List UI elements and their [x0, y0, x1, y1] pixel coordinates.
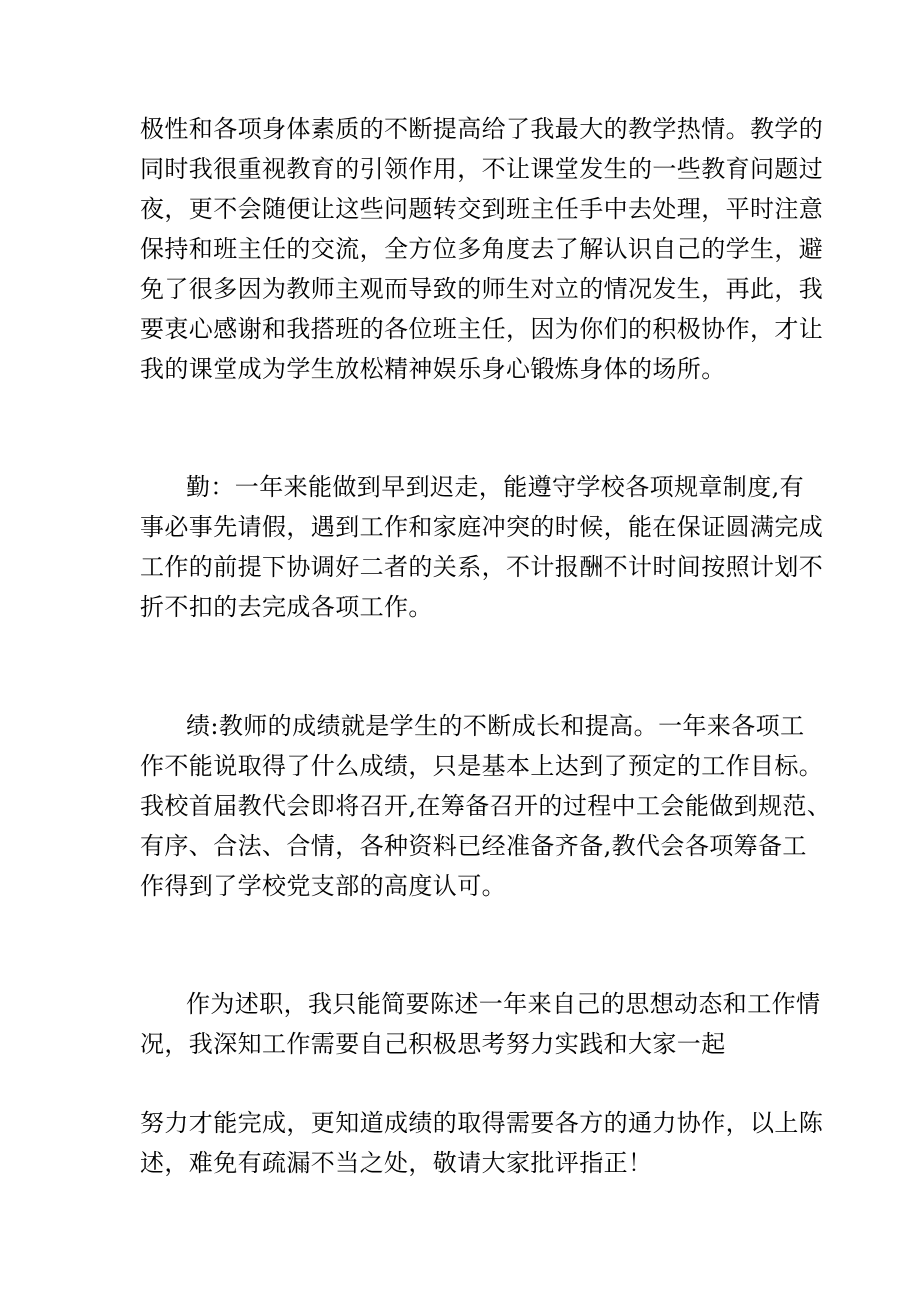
- text-line: 同时我很重视教育的引领作用，不让课堂发生的一些教育问题过: [140, 155, 824, 183]
- paragraph-start-line: 勤：一年来能做到早到迟走，能遵守学校各项规章制度,有: [186, 473, 805, 501]
- text-line: 作得到了学校党支部的高度认可。: [140, 872, 506, 900]
- text-line: 况，我深知工作需要自己积极思考努力实践和大家一起: [140, 1030, 726, 1058]
- text-line: 我的课堂成为学生放松精神娱乐身心锻炼身体的场所。: [140, 355, 726, 383]
- paragraph-start-line: 绩:教师的成绩就是学生的不断成长和提高。一年来各项工: [186, 712, 805, 740]
- text-line: 极性和各项身体素质的不断提高给了我最大的教学热情。教学的: [140, 115, 824, 143]
- text-line: 折不扣的去完成各项工作。: [140, 593, 433, 621]
- text-line: 事必事先请假，遇到工作和家庭冲突的时候，能在保证圆满完成: [140, 513, 824, 541]
- text-line: 述，难免有疏漏不当之处，敬请大家批评指正！: [140, 1149, 653, 1177]
- text-line: 有序、合法、合情，各种资料已经准备齐备,教代会各项筹备工: [140, 832, 807, 860]
- text-line: 我校首届教代会即将召开,在筹备召开的过程中工会能做到规范、: [140, 792, 832, 820]
- text-line: 免了很多因为教师主观而导致的师生对立的情况发生，再此，我: [140, 275, 824, 303]
- text-line: 要衷心感谢和我搭班的各位班主任，因为你们的积极协作，才让: [140, 315, 824, 343]
- text-line: 作不能说取得了什么成绩，只是基本上达到了预定的工作目标。: [140, 752, 824, 780]
- text-line: 努力才能完成，更知道成绩的取得需要各方的通力协作，以上陈: [140, 1109, 824, 1137]
- text-line: 夜，更不会随便让这些问题转交到班主任手中去处理，平时注意: [140, 195, 824, 223]
- paragraph-start-line: 作为述职，我只能简要陈述一年来自己的思想动态和工作情: [186, 990, 821, 1018]
- text-line: 工作的前提下协调好二者的关系，不计报酬不计时间按照计划不: [140, 553, 824, 581]
- text-line: 保持和班主任的交流，全方位多角度去了解认识自己的学生，避: [140, 235, 824, 263]
